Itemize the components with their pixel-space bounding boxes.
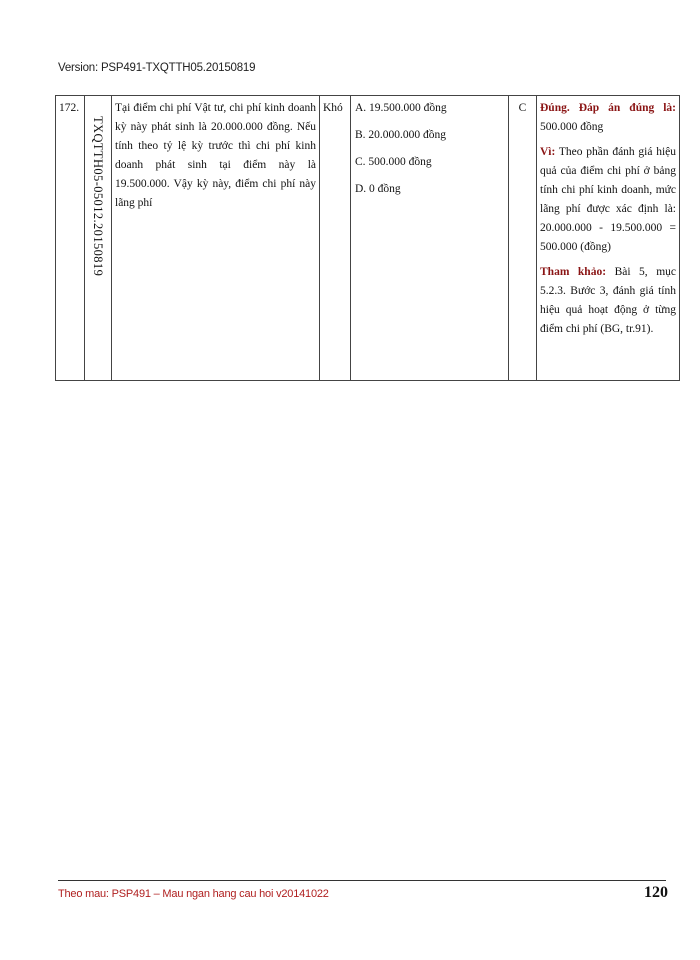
question-table [55, 95, 680, 381]
correct-value: 500.000 đồng [540, 121, 604, 133]
option-c: C. 500.000 đồng [355, 156, 432, 168]
question-text: Tại điểm chi phí Vật tư, chi phí kinh doanh kỳ này phát sinh là 20.000.000 đồng. Nếu tính theo tỷ lệ kỳ trước thì chi phí kinh doanh phát sinh tại điểm này là 19.500.000. Vậy kỳ này, điểm chi phí này lãng phí [112, 96, 320, 381]
option-d: D. 0 đồng [355, 183, 401, 195]
option-a: A. 19.500.000 đồng [355, 102, 447, 114]
reason-label: Vì: [540, 146, 556, 158]
explanation-reason [540, 143, 676, 257]
page-number: 120 [644, 884, 668, 901]
reference-label: Tham khảo: [540, 266, 607, 278]
question-number: 172. [56, 96, 85, 381]
question-code: TXQTTH05-05012.20150819 [91, 116, 105, 277]
question-code-cell [85, 96, 112, 381]
reason-text: Theo phần đánh giá hiệu quả của điểm chi phí ở bảng tính chi phí kinh doanh, mức lãng phí được xác định là: 20.000.000 - 19.500.000 = 500.000 (đồng) [540, 146, 676, 253]
options-cell [351, 96, 509, 381]
footer-template-label: Theo mau: PSP491 – Mau ngan hang cau hoi v20141022 [58, 888, 329, 900]
correct-label: Đúng. Đáp án đúng là: [540, 102, 676, 114]
explanation-reference [540, 263, 676, 339]
difficulty-level: Khó [320, 96, 351, 381]
explanation-correct [540, 99, 676, 137]
version-label: Version: PSP491-TXQTTH05.20150819 [58, 62, 256, 74]
table-row [56, 96, 680, 381]
explanation-cell [537, 96, 680, 381]
footer-divider [58, 880, 666, 881]
reference-text: Bài 5, mục 5.2.3. Bước 3, đánh giá tính hiệu quả hoạt động ở từng điểm chi phí (BG, tr.91). [540, 266, 676, 335]
option-b: B. 20.000.000 đồng [355, 129, 447, 141]
correct-answer: C [509, 96, 537, 381]
